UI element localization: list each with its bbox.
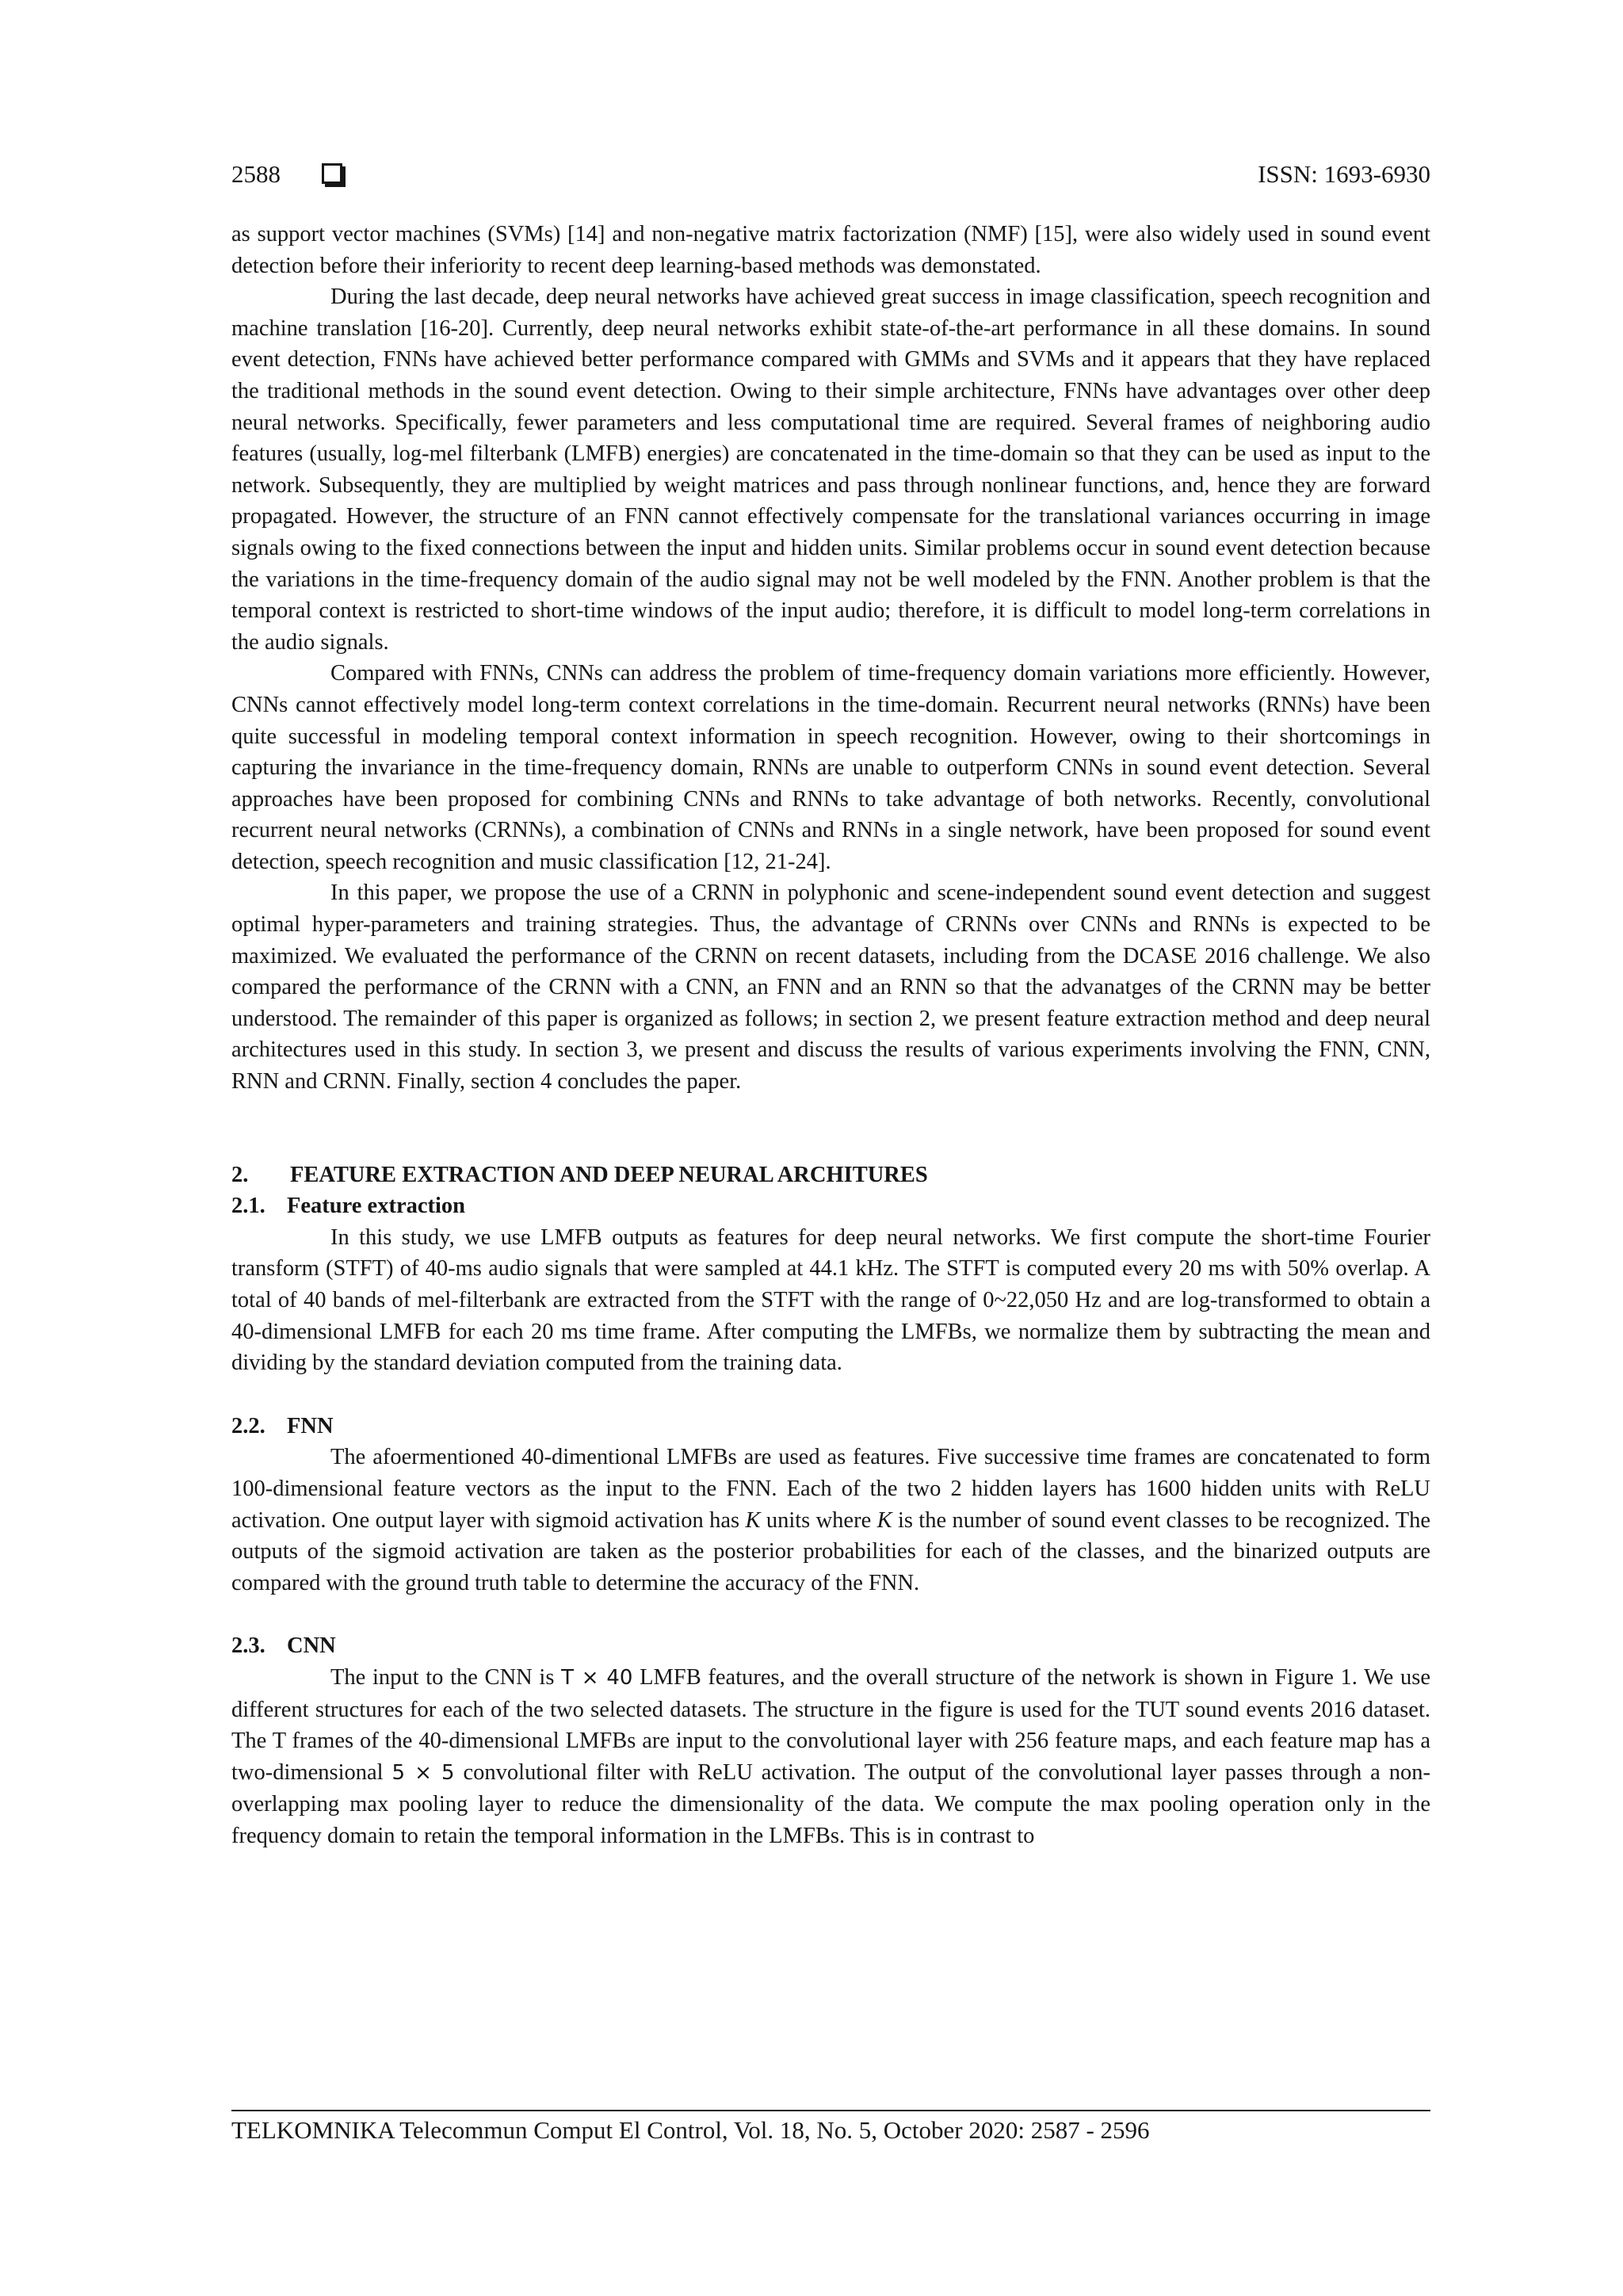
- paragraph-5: In this study, we use LMFB outputs as features for deep neural networks. We first compute the short-time Fourier transform (STFT) of 40-ms audio signals that were sampled at 44.1 kHz. The STFT is computed every 20 ms with 50% overlap. A total of 40 bands of mel-filterbank are extracted from the STFT with the range of 0~22,050 Hz and are log-transformed to obtain a 40-dimensional LMFB for each 20 ms time frame. After computing the LMFBs, we normalize them by subtracting the mean and dividing by the standard deviation computed from the training data.: [231, 1224, 1430, 1376]
- subsection-heading-2-3: [231, 1630, 1430, 1662]
- body-text: [231, 219, 1430, 1852]
- subsection-number: 2.3.: [231, 1633, 265, 1659]
- math-expression: 5 × 5: [391, 1760, 455, 1785]
- subsection-number: 2.1.: [231, 1194, 265, 1219]
- hollow-square-icon: [322, 163, 342, 184]
- section-heading: [231, 1159, 1430, 1191]
- text-run: The afoermentioned 40-dimentional LMFBs are used as features. Five successive time frames are concatenated to form 100-dimensional feature vectors as the input to the FNN. Each of the two 2 hidden layers has 1600 hidden units with ReLU activation. One output layer with sigmoid activation has: [231, 1445, 1430, 1533]
- issn-label: ISSN: 1693-6930: [1258, 160, 1430, 188]
- subsection-number: 2.2.: [231, 1413, 265, 1438]
- paragraph-2: During the last decade, deep neural networks have achieved great success in image classification, speech recognition and machine translation [16-20]. Currently, deep neural networks exhibit state-of-the-art performance in all these domains. In sound event detection, FNNs have achieved better performance compared with GMMs and SVMs and it appears that they have replaced the traditional methods in the sound event detection. Owing to their simple architecture, FNNs have advantages over other deep neural networks. Specifically, fewer parameters and less computational time are required. Several frames of neighboring audio features (usually, log-mel filterbank (LMFB) energies) are concatenated in the time-domain so that they can be used as input to the network. Subsequently, they are multiplied by weight matrices and pass through nonlinear functions, and, hence they are forward propagated. However, the structure of an FNN cannot effectively compensate for the translational variances occurring in image signals owing to the fixed connections between the input and hidden units. Similar problems occur in sound event detection because the variations in the time-frequency domain of the audio signal may not be well modeled by the FNN. Another problem is that the temporal context is restricted to short-time windows of the input audio; therefore, it is difficult to model long-term correlations in the audio signals.: [231, 285, 1430, 655]
- text-run: is the number of sound event classes to be recognized. The outputs of the sigmoid activation are taken as the posterior probabilities for each of the classes, and the binarized outputs are compared with the ground truth table to determine the accuracy of the FNN.: [231, 1507, 1430, 1595]
- running-header: [231, 155, 1430, 193]
- section-number: 2.: [231, 1162, 249, 1187]
- subsection-title: CNN: [287, 1633, 336, 1659]
- subsection-title: Feature extraction: [287, 1194, 466, 1219]
- subsection-heading-2-2: [231, 1411, 1430, 1442]
- text-run: convolutional filter with ReLU activation. The output of the convolutional layer passes through a non-overlapping max pooling layer to reduce the dimensionality of the data. We compute the max pooling operation only in the frequency domain to retain the temporal information in the LMFBs. This is in contrast to: [231, 1759, 1430, 1848]
- section-title: FEATURE EXTRACTION AND DEEP NEURAL ARCHITURES: [290, 1162, 928, 1187]
- subsection-heading-2-1: [231, 1190, 1430, 1222]
- running-footer: TELKOMNIKA Telecommun Comput El Control, Vol. 18, No. 5, October 2020: 2587 - 2596: [231, 2116, 1150, 2144]
- text-run: units where: [760, 1507, 877, 1533]
- math-variable: K: [745, 1507, 761, 1533]
- page-number: 2588: [231, 160, 281, 188]
- subsection-title: FNN: [287, 1413, 334, 1438]
- math-variable: K: [876, 1507, 892, 1533]
- math-expression: T × 40: [561, 1665, 633, 1690]
- paragraph-1: as support vector machines (SVMs) [14] and non-negative matrix factorization (NMF) [15], were also widely used in sound event detection before their inferiority to recent deep learning-based methods was demonstated.: [231, 222, 1430, 278]
- text-run: The input to the CNN is: [330, 1664, 562, 1690]
- text-run: LMFB features, and the overall structure of the network is shown in Figure 1. We use different structures for each of the two selected datasets. The structure in the figure is used for the TUT sound events 2016 dataset. The T frames of the 40-dimensional LMFBs are input to the convolutional layer with 256 feature maps, and each feature map has a two-dimensional: [231, 1664, 1430, 1785]
- paragraph-6: [231, 1442, 1430, 1599]
- paragraph-4: In this paper, we propose the use of a CRNN in polyphonic and scene-independent sound event detection and suggest optimal hyper-parameters and training strategies. Thus, the advantage of CRNNs over CNNs and RNNs is expected to be maximized. We evaluated the performance of the CRNN on recent datasets, including from the DCASE 2016 challenge. We also compared the performance of the CRNN with a CNN, an FNN and an RNN so that the advanatges of the CRNN may be better understood. The remainder of this paper is organized as follows; in section 2, we present feature extraction method and deep neural architectures used in this study. In section 3, we present and discuss the results of various experiments involving the FNN, CNN, RNN and CRNN. Finally, section 4 concludes the paper.: [231, 881, 1430, 1095]
- paragraph-7: [231, 1662, 1430, 1852]
- paragraph-3: Compared with FNNs, CNNs can address the problem of time-frequency domain variations more efficiently. However, CNNs cannot effectively model long-term context correlations in the time-domain. Recurrent neural networks (RNNs) have been quite successful in modeling temporal context information in speech recognition. However, owing to their shortcomings in capturing the invariance in the time-frequency domain, RNNs are unable to outperform CNNs in sound event detection. Several approaches have been proposed for combining CNNs and RNNs to take advantage of both networks. Recently, convolutional recurrent neural networks (CRNNs), a combination of CNNs and RNNs in a single network, have been proposed for sound event detection, speech recognition and music classification [12, 21-24].: [231, 661, 1430, 874]
